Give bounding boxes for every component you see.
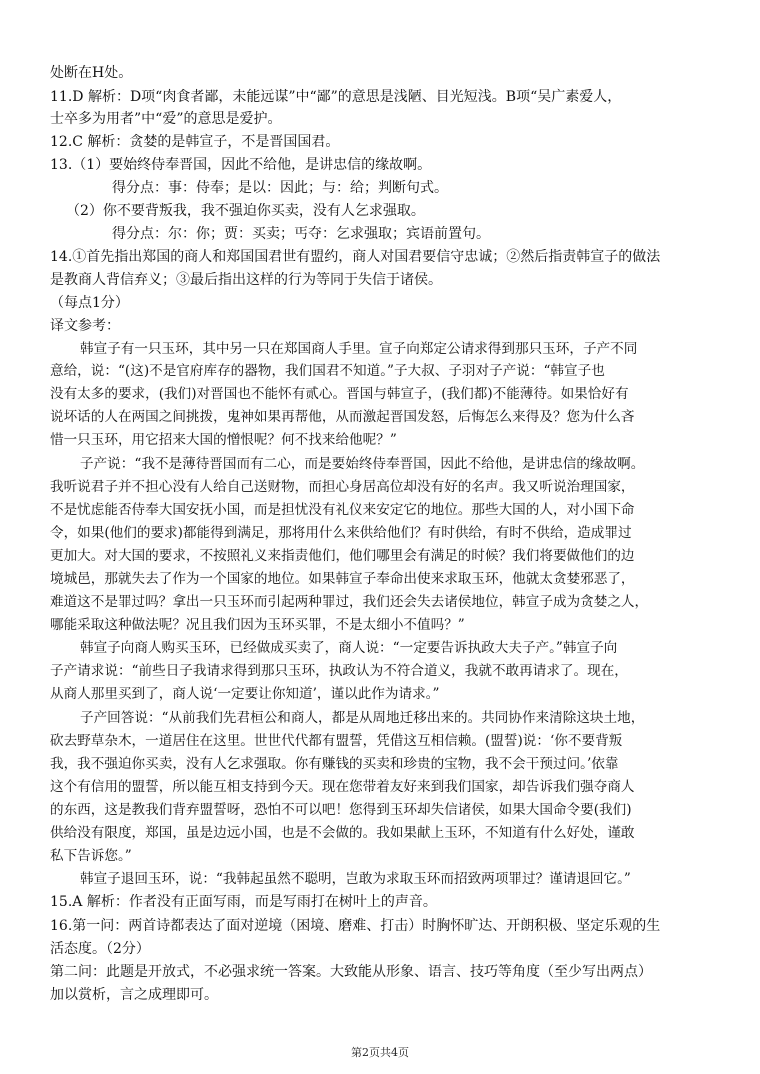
text-line: 处断在H处。 bbox=[50, 65, 133, 81]
text-line: 13.（1）要始终侍奉晋国，因此不给他，是讲忠信的缘故啊。 bbox=[50, 157, 432, 173]
text-line: 得分点：尔：你；贾：买卖；丐夺：乞求强取；宾语前置句。 bbox=[112, 226, 490, 242]
text-line: 境城邑，那就失去了作为一个国家的地位。如果韩宣子奉命出使来求取玉环，他就太贪婪邪恶了， bbox=[50, 571, 635, 587]
text-line: 不是忧虑能否侍奉大国安抚小国，而是担忧没有礼仪来安定它的地位。那些大国的人，对小国下命 bbox=[50, 502, 635, 518]
text-line: （每点1分） bbox=[50, 295, 129, 311]
text-line: 韩宣子有一只玉环，其中另一只在郑国商人手里。宣子向郑定公请求得到那只玉环，子产不同 bbox=[80, 341, 638, 357]
text-line: 11.D 解析：D项“肉食者鄙，未能远谋”中“鄙”的意思是浅陋、目光短浅。B项“吴广素爱人， bbox=[50, 89, 622, 105]
text-line: 韩宣子向商人购买玉环，已经做成买卖了，商人说：“一定要告诉执政大夫子产。”韩宣子向 bbox=[80, 640, 618, 656]
text-line: 我，我不强迫你买卖，没有人乞求强取。你有赚钱的买卖和珍贵的宝物，我不会干预过问。’依靠 bbox=[50, 756, 619, 772]
text-line: 16.第一问：两首诗都表达了面对逆境（困境、磨难、打击）时胸怀旷达、开朗积极、坚定乐观的生 bbox=[50, 918, 661, 934]
text-line: 我听说君子并不担心没有人给自己送财物，而担心身居高位却没有好的名声。我又听说治理国家， bbox=[50, 479, 635, 495]
text-line: 子产请求说：“前些日子我请求得到那只玉环，执政认为不符合道义，我就不敢再请求了。现在， bbox=[50, 663, 628, 679]
text-line: 14.①首先指出郑国的商人和郑国国君世有盟约，商人对国君要信守忠诚；②然后指责韩宣子的做法 bbox=[50, 249, 661, 265]
text-line: 哪能采取这种做法呢？况且我们因为玉环买罪，不是太细小不值吗？” bbox=[50, 617, 465, 633]
text-line: 没有太多的要求，(我们)对晋国也不能怀有贰心。晋国与韩宣子，(我们都)不能薄待。如果恰好有 bbox=[50, 386, 629, 402]
text-line: （2）你不要背叛我，我不强迫你买卖，没有人乞求强取。 bbox=[66, 203, 425, 219]
text-line: 供给没有限度，郑国，虽是边远小国，也是不会做的。我如果献上玉环，不知道有什么好处，谨敢 bbox=[50, 825, 635, 841]
text-line: 难道这不是罪过吗？拿出一只玉环而引起两种罪过，我们还会失去诸侯地位，韩宣子成为贪婪之人， bbox=[50, 594, 649, 610]
text-line: 子产说：“我不是薄待晋国而有二心，而是要始终侍奉晋国，因此不给他，是讲忠信的缘故啊。 bbox=[80, 456, 645, 472]
text-line: 15.A 解析：作者没有正面写雨，而是写雨打在树叶上的声音。 bbox=[50, 894, 437, 910]
text-line: 意给，说：“(这)不是官府库存的器物，我们国君不知道。”子大叔、子羽对子产说：“韩宣子也 bbox=[50, 363, 605, 379]
text-line: 这个有信用的盟誓，所以能互相支持到今天。现在您带着友好来到我们国家，却告诉我们强夺商人 bbox=[50, 779, 635, 795]
text-line: 砍去野草杂木，一道居住在这里。世世代代都有盟誓，凭借这互相信赖。(盟誓)说：‘你不要背叛 bbox=[50, 733, 623, 749]
text-line: 惜一只玉环，用它招来大国的憎恨呢？何不找来给他呢？” bbox=[50, 432, 397, 448]
text-line: 得分点：事：侍奉；是以：因此；与：给；判断句式。 bbox=[112, 180, 448, 196]
text-line: 加以赏析，言之成理即可。 bbox=[50, 987, 218, 1003]
text-line: 士卒多为用者”中“爱”的意思是爱护。 bbox=[50, 111, 282, 127]
page-number: 第2页共4页 bbox=[351, 1046, 409, 1059]
text-line: 的东西，这是教我们背弃盟誓呀，恐怕不可以吧！您得到玉环却失信诸侯，如果大国命令要(我们) bbox=[50, 802, 632, 818]
text-line: 第二问：此题是开放式，不必强求统一答案。大致能从形象、语言、技巧等角度（至少写出两点） bbox=[50, 964, 652, 980]
text-line: 从商人那里买到了，商人说‘一定要让你知道’，谨以此作为请求。” bbox=[50, 686, 440, 702]
text-line: 更加大。对大国的要求，不按照礼义来指责他们，他们哪里会有满足的时候？我们将要做他们的边 bbox=[50, 548, 635, 564]
text-line: 令，如果(他们的要求)都能得到满足，那将用什么来供给他们？有时供给，有时不供给，造成罪过 bbox=[50, 525, 632, 541]
text-line: 私下告诉您。” bbox=[50, 848, 132, 864]
text-line: 是教商人背信弃义；③最后指出这样的行为等同于失信于诸侯。 bbox=[50, 272, 442, 288]
text-line: 活态度。（2分） bbox=[50, 941, 150, 957]
text-line: 韩宣子退回玉环，说：“我韩起虽然不聪明，岂敢为求取玉环而招致两项罪过？谨请退回它。” bbox=[80, 871, 631, 887]
text-line: 子产回答说：“从前我们先君桓公和商人，都是从周地迁移出来的。共同协作来清除这块土地， bbox=[80, 710, 645, 726]
section-heading: 译文参考： bbox=[50, 318, 120, 334]
text-line: 说坏话的人在两国之间挑拨，鬼神如果再帮他，从而激起晋国发怒，后悔怎么来得及？您为什么吝 bbox=[50, 409, 635, 425]
text-line: 12.C 解析：贪婪的是韩宣子，不是晋国国君。 bbox=[50, 134, 340, 150]
